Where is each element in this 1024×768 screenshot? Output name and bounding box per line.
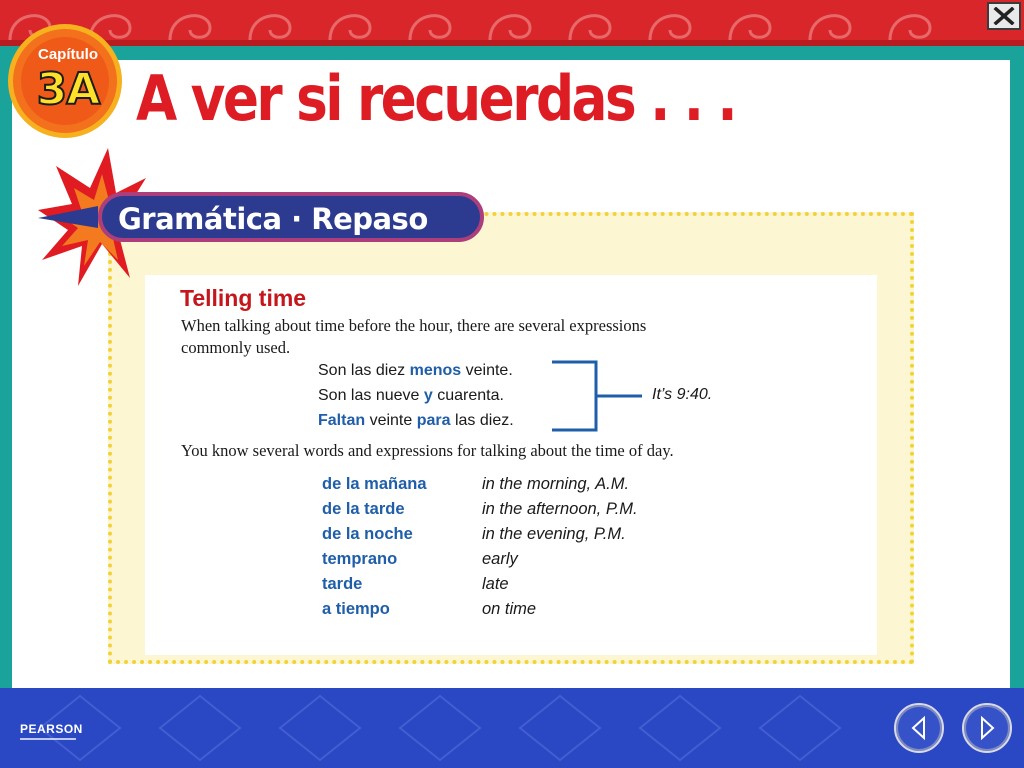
vocab-english: late — [482, 575, 509, 593]
vocab-spanish: temprano — [322, 550, 398, 568]
vocab-spanish: a tiempo — [322, 600, 390, 618]
intro-text-line-1: When talking about time before the hour, there are several expressions — [181, 316, 647, 335]
chapter-number: 3A — [36, 64, 100, 115]
intro-text-line-2: commonly used. — [181, 338, 291, 357]
section-pill — [98, 192, 484, 242]
vocab-spanish: de la noche — [322, 525, 413, 543]
bracket-connector — [550, 358, 645, 434]
pearson-logo: PEARSON — [20, 722, 83, 736]
vocab-english: in the evening, P.M. — [482, 525, 626, 543]
vocab-spanish: tarde — [322, 575, 363, 593]
top-decorative-band — [0, 0, 1024, 46]
section-pill-label: Gramática · Repaso — [118, 202, 428, 236]
vocab-row — [322, 550, 742, 574]
chapter-label: Capítulo — [38, 46, 98, 63]
vocab-english: early — [482, 550, 518, 568]
previous-button[interactable] — [894, 703, 944, 753]
vocab-row — [322, 525, 742, 549]
example-sentence: Faltan veinte para las diez. — [318, 412, 514, 429]
vocab-spanish: de la tarde — [322, 500, 405, 518]
chevron-left-icon — [907, 716, 931, 740]
example-sentence: Son las diez menos veinte. — [318, 362, 513, 379]
logo-underline — [20, 738, 76, 740]
example-sentence: Son las nueve y cuarenta. — [318, 387, 504, 404]
section-heading: Telling time — [180, 285, 307, 311]
vocab-english: in the afternoon, P.M. — [482, 500, 638, 518]
page-title: A ver si recuerdas . . . — [136, 62, 736, 135]
vocab-row — [322, 475, 742, 499]
vocab-spanish: de la mañana — [322, 475, 427, 493]
intro-text-line-3: You know several words and expressions for talking about the time of day. — [181, 441, 674, 460]
vocab-row — [322, 500, 742, 524]
chevron-right-icon — [975, 716, 999, 740]
footer-band — [0, 688, 1024, 768]
vocab-english: on time — [482, 600, 537, 618]
vocab-row — [322, 600, 742, 624]
vocab-row — [322, 575, 742, 599]
close-button[interactable] — [987, 2, 1021, 30]
vocab-english: in the morning, A.M. — [482, 475, 630, 493]
translation-text: It’s 9:40. — [652, 386, 713, 403]
next-button[interactable] — [962, 703, 1012, 753]
close-icon — [993, 7, 1015, 25]
